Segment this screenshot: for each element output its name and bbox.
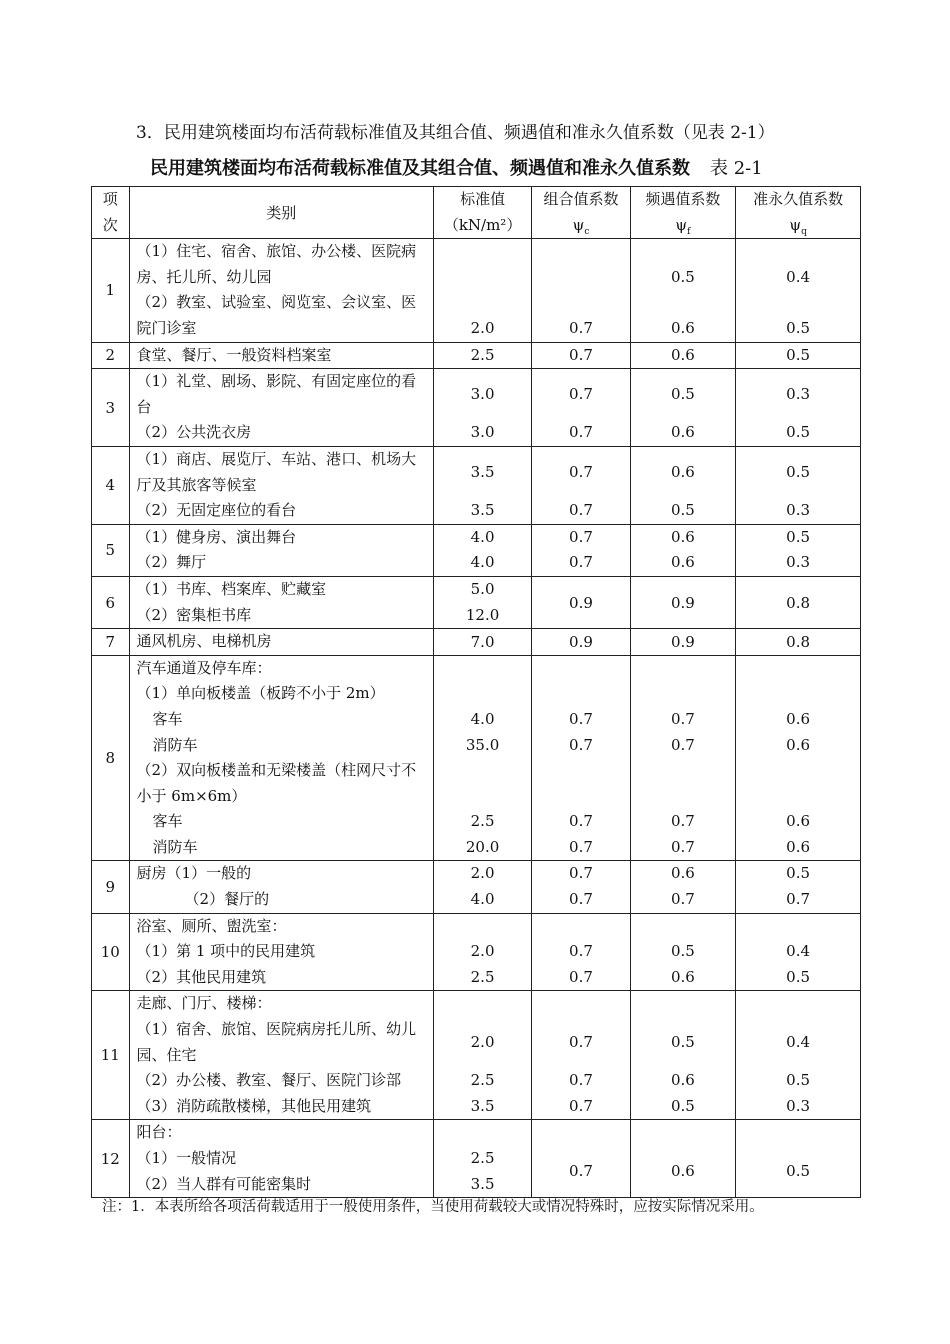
row-number: 11 (92, 991, 130, 1120)
table-row (92, 991, 861, 1120)
cell-frequent: 0.6 0.5 (630, 446, 736, 524)
row-category: 走廊、门厅、楼梯： （1）宿舍、旅馆、医院病房托儿所、幼儿园、住宅 （2）办公楼、教室、餐厅、医院门诊部 （3）消防疏散楼梯，其他民用建筑 (129, 991, 433, 1120)
table-row (92, 446, 861, 524)
table-row (92, 239, 861, 342)
row-category: 阳台： （1）一般情况 （2）当人群有可能密集时 (129, 1120, 433, 1198)
cell-standard: 2.0 (433, 239, 531, 342)
row-category: （1）商店、展览厅、车站、港口、机场大厅及其旅客等候室 （2）无固定座位的看台 (129, 446, 433, 524)
table-caption (150, 154, 763, 180)
cell-quasi: 0.4 0.5 0.3 (736, 991, 861, 1120)
header-quasi: 准永久值系数 $\psi_q$ (736, 187, 861, 239)
load-table (91, 186, 861, 1198)
table-caption-number: 表 2-1 (710, 158, 763, 179)
cell-quasi: 0.5 (736, 342, 861, 369)
table-row (92, 655, 861, 861)
cell-quasi: 0.5 0.7 (736, 861, 861, 913)
cell-frequent: 0.6 0.6 (630, 524, 736, 576)
header-combination: 组合值系数 $\psi_c$ (532, 187, 630, 239)
header-category: 类别 (129, 187, 433, 239)
table-row (92, 369, 861, 447)
cell-standard: 2.0 4.0 (433, 861, 531, 913)
cell-frequent: 0.5 0.6 (630, 369, 736, 447)
table-row (92, 629, 861, 656)
row-number: 1 (92, 239, 130, 342)
table-row (92, 342, 861, 369)
row-number: 10 (92, 913, 130, 991)
cell-frequent: 0.6 (630, 342, 736, 369)
cell-quasi: 0.8 (736, 576, 861, 628)
cell-quasi: 0.5 0.3 (736, 524, 861, 576)
cell-combination: 0.7 0.7 (532, 446, 630, 524)
row-number: 3 (92, 369, 130, 447)
cell-combination: 0.7 0.7 (532, 861, 630, 913)
row-category: （1）书库、档案库、贮藏室 （2）密集柜书库 (129, 576, 433, 628)
row-category: 食堂、餐厅、一般资料档案室 (129, 342, 433, 369)
row-number: 6 (92, 576, 130, 628)
table-row (92, 913, 861, 991)
cell-frequent: 0.9 (630, 576, 736, 628)
row-number: 9 (92, 861, 130, 913)
cell-combination: 0.7 0.7 (532, 524, 630, 576)
section-heading: 3．民用建筑楼面均布活荷载标准值及其组合值、频遇值和准永久值系数（见表 2-1） (136, 123, 775, 143)
row-category: 汽车通道及停车库： （1）单向板楼盖（板跨不小于 2m） 客车 消防车 （2）双向板楼盖和无梁楼盖（柱网尺寸不小于 6m×6m） 客车 消防车 (129, 655, 433, 861)
cell-combination: 0.7 (532, 239, 630, 342)
cell-standard: 2.0 2.5 3.5 (433, 991, 531, 1120)
row-number: 7 (92, 629, 130, 656)
cell-quasi: 0.3 0.5 (736, 369, 861, 447)
cell-standard: 3.5 3.5 (433, 446, 531, 524)
cell-frequent: 0.7 0.7 0.7 0.7 (630, 655, 736, 861)
cell-combination: 0.7 (532, 1120, 630, 1198)
row-category: （1）礼堂、剧场、影院、有固定座位的看台 （2）公共洗衣房 (129, 369, 433, 447)
table-row (92, 524, 861, 576)
table-caption-title: 民用建筑楼面均布活荷载标准值及其组合值、频遇值和准永久值系数 (150, 158, 690, 179)
cell-combination: 0.7 0.7 (532, 369, 630, 447)
header-frequent: 频遇值系数 $\psi_f$ (630, 187, 736, 239)
cell-frequent: 0.5 0.6 0.5 (630, 991, 736, 1120)
row-number: 4 (92, 446, 130, 524)
row-number: 8 (92, 655, 130, 861)
cell-quasi: 0.5 0.3 (736, 446, 861, 524)
table-row (92, 1120, 861, 1198)
cell-standard: 5.0 12.0 (433, 576, 531, 628)
cell-standard: 3.0 3.0 (433, 369, 531, 447)
cell-standard: 7.0 (433, 629, 531, 656)
cell-combination: 0.9 (532, 576, 630, 628)
table-row (92, 576, 861, 628)
cell-standard: 4.0 35.0 2.5 20.0 (433, 655, 531, 861)
header-standard: 标准值 （kN/m²） (433, 187, 531, 239)
cell-quasi: 0.4 0.5 (736, 239, 861, 342)
table-note: 注：1．本表所给各项活荷载适用于一般使用条件，当使用荷载较大或情况特殊时，应按实际情况采用。 (102, 1199, 764, 1215)
cell-standard: 2.5 3.5 (433, 1120, 531, 1198)
row-category: （1）健身房、演出舞台 （2）舞厅 (129, 524, 433, 576)
row-category: 厨房（1）一般的 （2）餐厅的 (129, 861, 433, 913)
cell-standard: 4.0 4.0 (433, 524, 531, 576)
row-number: 5 (92, 524, 130, 576)
header-no: 项 次 (92, 187, 130, 239)
table-row (92, 861, 861, 913)
cell-quasi: 0.5 (736, 1120, 861, 1198)
cell-standard: 2.5 (433, 342, 531, 369)
table-header (92, 187, 861, 239)
cell-frequent: 0.9 (630, 629, 736, 656)
cell-combination: 0.7 0.7 0.7 0.7 (532, 655, 630, 861)
cell-quasi: 0.6 0.6 0.6 0.6 (736, 655, 861, 861)
cell-combination: 0.7 (532, 342, 630, 369)
cell-combination: 0.7 0.7 0.7 (532, 991, 630, 1120)
cell-standard: 2.0 2.5 (433, 913, 531, 991)
cell-combination: 0.9 (532, 629, 630, 656)
cell-frequent: 0.5 0.6 (630, 239, 736, 342)
cell-quasi: 0.4 0.5 (736, 913, 861, 991)
row-category: 浴室、厕所、盥洗室： （1）第 1 项中的民用建筑 （2）其他民用建筑 (129, 913, 433, 991)
row-number: 12 (92, 1120, 130, 1198)
cell-frequent: 0.5 0.6 (630, 913, 736, 991)
cell-quasi: 0.8 (736, 629, 861, 656)
cell-frequent: 0.6 (630, 1120, 736, 1198)
row-category: 通风机房、电梯机房 (129, 629, 433, 656)
row-category: （1）住宅、宿舍、旅馆、办公楼、医院病房、托儿所、幼儿园 （2）教室、试验室、阅览室、会议室、医院门诊室 (129, 239, 433, 342)
cell-frequent: 0.6 0.7 (630, 861, 736, 913)
cell-combination: 0.7 0.7 (532, 913, 630, 991)
row-number: 2 (92, 342, 130, 369)
